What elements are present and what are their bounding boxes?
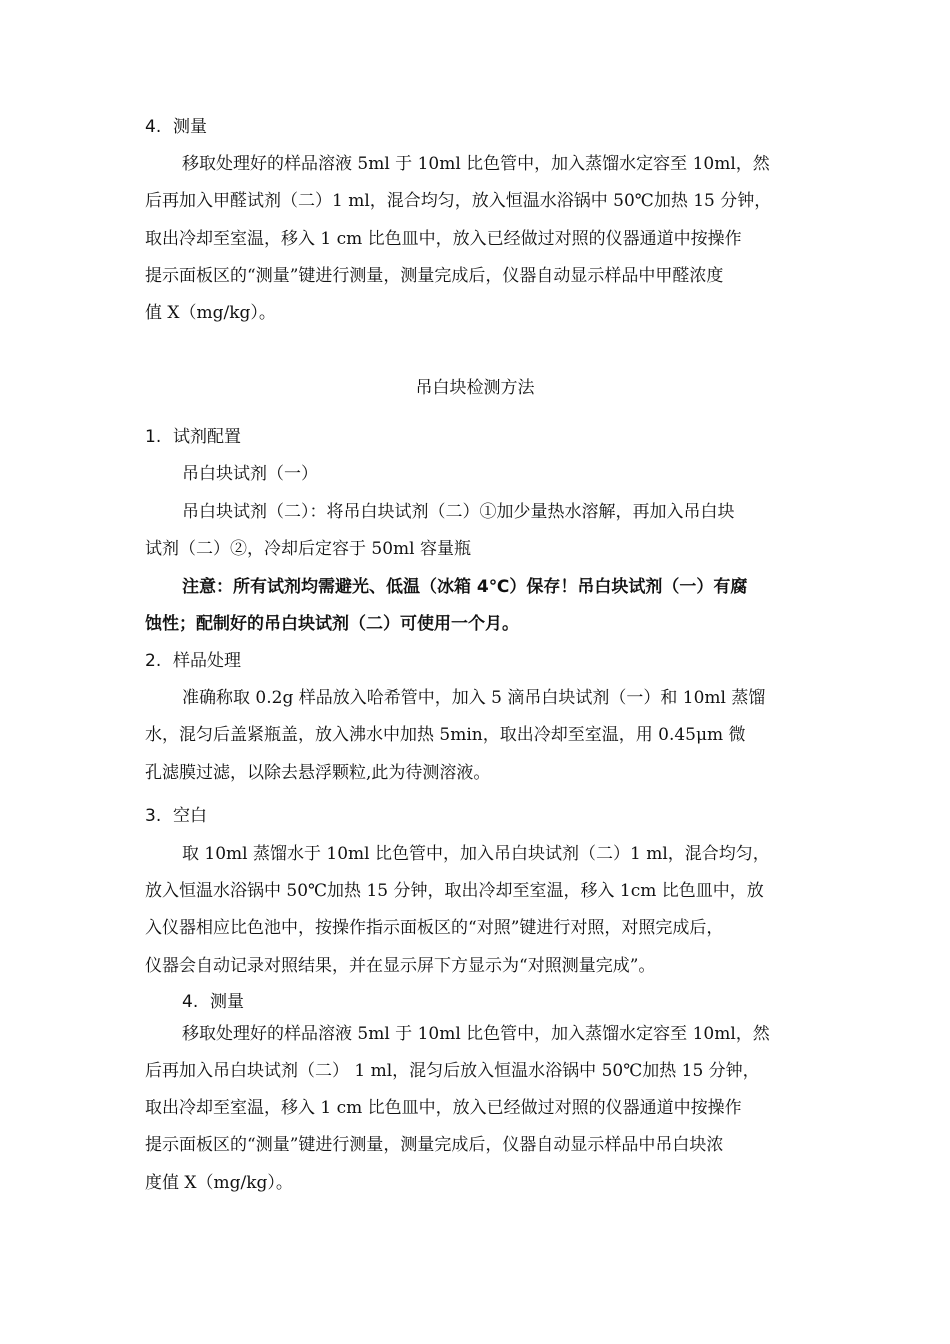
paragraph-line: 仪器会自动记录对照结果，并在显示屏下方显示为“对照测量完成”。 <box>145 956 656 976</box>
section-title: 空白 <box>173 806 207 826</box>
section-title: 测量 <box>210 992 244 1012</box>
section-number: 1. <box>145 427 162 447</box>
note-line: 蚀性；配制好的吊白块试剂（二）可使用一个月。 <box>145 614 519 634</box>
paragraph-line: 移取处理好的样品溶液 5ml 于 10ml 比色管中，加入蒸馏水定容至 10ml，然 <box>182 1024 770 1044</box>
paragraph-line: 取出冷却至室温，移入 1 cm 比色皿中，放入已经做过对照的仪器通道中按操作 <box>145 229 742 249</box>
paragraph-line: 提示面板区的“测量”键进行测量，测量完成后，仪器自动显示样品中吊白块浓 <box>145 1135 724 1155</box>
reagent-two-line: 试剂（二）②，冷却后定容于 50ml 容量瓶 <box>145 539 471 559</box>
paragraph-line: 移取处理好的样品溶液 5ml 于 10ml 比色管中，加入蒸馏水定容至 10ml，然 <box>182 154 770 174</box>
paragraph-line: 提示面板区的“测量”键进行测量，测量完成后，仪器自动显示样品中甲醛浓度 <box>145 266 724 286</box>
paragraph-line: 取出冷却至室温，移入 1 cm 比色皿中，放入已经做过对照的仪器通道中按操作 <box>145 1098 742 1118</box>
section-heading-blank <box>145 805 207 827</box>
section-heading-reagent <box>145 426 241 448</box>
paragraph-line: 后再加入吊白块试剂（二） 1 ml，混匀后放入恒温水浴锅中 50℃加热 15 分钟， <box>145 1061 760 1081</box>
paragraph-line: 水，混匀后盖紧瓶盖，放入沸水中加热 5min，取出冷却至室温，用 0.45μm 微 <box>145 725 746 745</box>
reagent-one-line: 吊白块试剂（一） <box>182 464 318 484</box>
paragraph-line: 准确称取 0.2g 样品放入哈希管中，加入 5 滴吊白块试剂（一）和 10ml 蒸馏 <box>182 688 766 708</box>
paragraph-line: 后再加入甲醛试剂（二）1 ml，混合均匀，放入恒温水浴锅中 50℃加热 15 分钟， <box>145 191 772 211</box>
paragraph-line: 放入恒温水浴锅中 50℃加热 15 分钟，取出冷却至室温，移入 1cm 比色皿中，放 <box>145 881 764 901</box>
paragraph-line: 孔滤膜过滤，以除去悬浮颗粒,此为待测溶液。 <box>145 763 491 783</box>
paragraph-line: 值 X（mg/kg）。 <box>145 303 276 323</box>
section-number: 3. <box>145 806 162 826</box>
section-number: 2. <box>145 651 162 671</box>
section-number: 4. <box>145 117 162 137</box>
section-number: 4. <box>182 992 199 1012</box>
paragraph-line: 取 10ml 蒸馏水于 10ml 比色管中，加入吊白块试剂（二）1 ml，混合均匀， <box>182 844 770 864</box>
reagent-two-line: 吊白块试剂（二）：将吊白块试剂（二）①加少量热水溶解，再加入吊白块 <box>182 502 735 522</box>
section-title: 样品处理 <box>173 651 241 671</box>
note-line: 注意：所有试剂均需避光、低温（冰箱 4℃）保存！吊白块试剂（一）有腐 <box>182 577 748 597</box>
section-heading-sample <box>145 650 241 672</box>
section-title: 测量 <box>173 117 207 137</box>
section-title: 试剂配置 <box>173 427 241 447</box>
section-heading-measure <box>182 991 244 1013</box>
paragraph-line: 入仪器相应比色池中，按操作指示面板区的“对照”键进行对照，对照完成后， <box>145 918 724 938</box>
section-heading-prev-measure <box>145 116 207 138</box>
paragraph-line: 度值 X（mg/kg）。 <box>145 1173 293 1193</box>
document-title: 吊白块检测方法 <box>415 378 535 398</box>
